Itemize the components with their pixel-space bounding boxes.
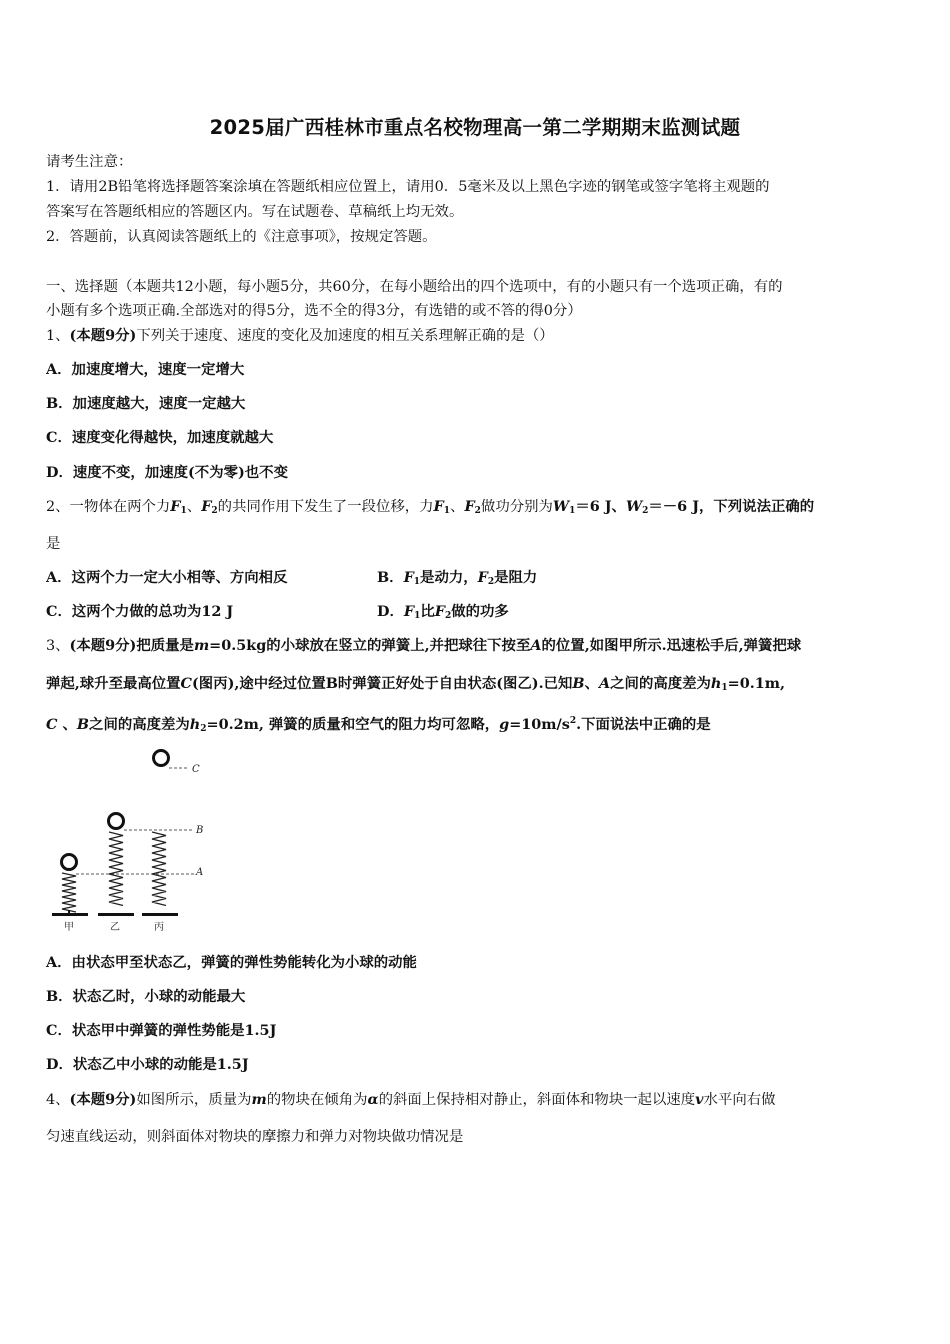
- separator: 、: [584, 675, 599, 692]
- question-tag: (本题9分): [69, 327, 137, 344]
- question-number: 1、: [46, 328, 70, 344]
- notice-line: 2．答题前，认真阅读答题纸上的《注意事项》，按规定答题。: [46, 229, 437, 245]
- option-text: 是阻力: [494, 569, 538, 586]
- question-4-stem: [46, 1090, 776, 1110]
- notice-heading: 请考生注意：: [46, 154, 133, 170]
- mass-symbol: m: [251, 1091, 267, 1108]
- ball-state-c: [154, 751, 189, 769]
- question-2-option-c: C．这两个力做的总功为12 J: [46, 603, 234, 620]
- section-instructions: 小题有多个选项正确.全部选对的得5分，选不全的得3分，有选错的或不答的得0分）: [46, 303, 582, 319]
- label-c: C: [192, 764, 200, 775]
- question-text: .下面说法中正确的是: [576, 716, 711, 733]
- section-instructions: 一、选择题（本题共12小题，每小题5分，共60分，在每小题给出的四个选项中，有的小题只有一个选项正确，有的: [46, 279, 783, 295]
- height-symbol: h: [710, 675, 722, 692]
- option-label: D．: [377, 603, 404, 620]
- question-text: 如图所示，质量为: [136, 1092, 252, 1108]
- question-text: 的位置,如图甲所示.迅速松手后,弹簧把球: [541, 637, 802, 654]
- question-1-option-d: D．速度不变，加速度(不为零)也不变: [46, 464, 288, 481]
- superscript: 2: [569, 716, 577, 726]
- question-2-stem: [46, 497, 814, 521]
- option-text: 做的功多: [451, 603, 509, 620]
- question-tag: (本题9分): [69, 637, 137, 654]
- question-text: (图丙),途中经过位置B时弹簧正好处于自由状态(图乙).已知: [192, 675, 573, 692]
- force-symbol: F: [477, 569, 488, 586]
- subscript: 2: [444, 611, 452, 621]
- question-text: ＝6 J、: [575, 498, 626, 515]
- spring-ball-figure: [46, 742, 216, 937]
- work-symbol: W: [625, 498, 643, 515]
- question-tag: (本题9分): [69, 1091, 137, 1108]
- label-yi: 乙: [110, 922, 120, 933]
- label-bing: 丙: [154, 922, 164, 933]
- label-b: B: [196, 825, 204, 836]
- point-label: C: [180, 675, 192, 692]
- question-text: 的共同作用下发生了一段位移，力: [217, 499, 434, 515]
- option-text: 是动力，: [420, 569, 478, 586]
- question-text: =10m/s: [509, 716, 570, 733]
- force-symbol: F: [464, 498, 475, 515]
- question-number: 3、: [46, 638, 70, 654]
- subscript: 1: [180, 506, 187, 516]
- point-label: C: [46, 716, 58, 733]
- question-3-option-c: C．状态甲中弹簧的弹性势能是1.5J: [46, 1022, 277, 1039]
- point-label: B: [76, 716, 90, 733]
- question-text: =0.2m, 弹簧的质量和空气的阻力均可忽略，: [206, 716, 500, 733]
- question-text: 下列关于速度、速度的变化及加速度的相互关系理解正确的是（）: [136, 328, 554, 344]
- point-label: A: [598, 675, 611, 692]
- question-number: 2、: [46, 499, 70, 515]
- mass-symbol: m: [193, 637, 210, 654]
- page-title: 2025届广西桂林市重点名校物理高一第二学期期末监测试题: [209, 116, 741, 139]
- question-text: 之间的高度差为: [610, 675, 711, 692]
- question-text: =0.1m,: [727, 675, 785, 692]
- question-2-option-a: A．这两个力一定大小相等、方向相反: [46, 569, 288, 586]
- point-label: A: [530, 637, 542, 654]
- question-text: 的物块在倾角为: [266, 1092, 368, 1108]
- force-symbol: F: [201, 498, 212, 515]
- separator: 、: [186, 499, 202, 515]
- question-3-option-d: D．状态乙中小球的动能是1.5J: [46, 1056, 249, 1073]
- work-symbol: W: [552, 498, 570, 515]
- height-symbol: h: [189, 716, 201, 733]
- question-4-stem-cont: 匀速直线运动，则斜面体对物块的摩擦力和弹力对物块做功情况是: [46, 1129, 464, 1145]
- question-number: 4、: [46, 1092, 70, 1108]
- point-label: B: [572, 675, 585, 692]
- question-3-stem: [46, 711, 711, 739]
- spring-state-jia: [52, 855, 88, 917]
- subscript: 2: [211, 506, 218, 516]
- question-text: 把质量是: [136, 637, 194, 654]
- subscript: 1: [569, 506, 576, 516]
- question-text: 之间的高度差为: [89, 716, 190, 733]
- subscript: 2: [474, 506, 481, 516]
- force-symbol: F: [170, 498, 181, 515]
- question-1-option-c: C．速度变化得越快，加速度就越大: [46, 429, 274, 446]
- subscript: 1: [413, 577, 421, 587]
- subscript: 2: [487, 577, 495, 587]
- question-3-option-a: A．由状态甲至状态乙，弹簧的弹性势能转化为小球的动能: [46, 954, 417, 971]
- question-2-option-d: [377, 602, 509, 626]
- question-text: ＝－6 J，下列说法正确的: [648, 498, 815, 515]
- question-1-option-b: B．加速度越大，速度一定越大: [46, 395, 246, 412]
- gravity-symbol: g: [499, 716, 510, 733]
- question-text: 的斜面上保持相对静止，斜面体和物块一起以速度: [378, 1092, 696, 1108]
- subscript: 1: [443, 506, 451, 516]
- question-text: 做功分别为: [480, 499, 553, 515]
- force-symbol: F: [433, 498, 444, 515]
- force-symbol: F: [434, 603, 445, 620]
- option-label: B．: [377, 569, 404, 586]
- question-1-option-a: A．加速度增大，速度一定增大: [46, 361, 245, 378]
- question-3-option-b: B．状态乙时，小球的动能最大: [46, 988, 246, 1005]
- question-text: =0.5kg的小球放在竖立的弹簧上,并把球往下按至: [209, 637, 531, 654]
- question-1-stem: [46, 326, 554, 346]
- question-text: 水平向右做: [703, 1092, 776, 1108]
- force-symbol: F: [403, 603, 415, 620]
- question-3-stem: [46, 636, 801, 656]
- subscript: 1: [414, 611, 421, 621]
- subscript: 1: [721, 683, 728, 693]
- label-jia: 甲: [64, 922, 74, 933]
- notice-line: 1．请用2B铅笔将选择题答案涂填在答题纸相应位置上，请用0．5毫米及以上黑色字迹的钢笔或签字笔将主观题的: [46, 179, 770, 195]
- question-3-stem: [46, 674, 785, 698]
- spring-state-yi: [98, 814, 134, 917]
- question-text: 弹起,球升至最高位置: [46, 675, 181, 692]
- option-text: 比: [420, 603, 435, 620]
- velocity-symbol: v: [695, 1091, 704, 1108]
- separator: 、: [57, 716, 77, 733]
- question-text: 一物体在两个力: [69, 499, 171, 515]
- subscript: 2: [200, 724, 207, 734]
- question-2-stem-cont: 是: [46, 536, 61, 552]
- separator: 、: [450, 499, 465, 515]
- angle-symbol: α: [367, 1091, 379, 1108]
- label-a: A: [196, 867, 204, 878]
- notice-line: 答案写在答题纸相应的答题区内。写在试题卷、草稿纸上均无效。: [46, 204, 464, 220]
- force-symbol: F: [403, 569, 414, 586]
- question-2-option-b: [377, 568, 537, 592]
- subscript: 2: [642, 506, 649, 516]
